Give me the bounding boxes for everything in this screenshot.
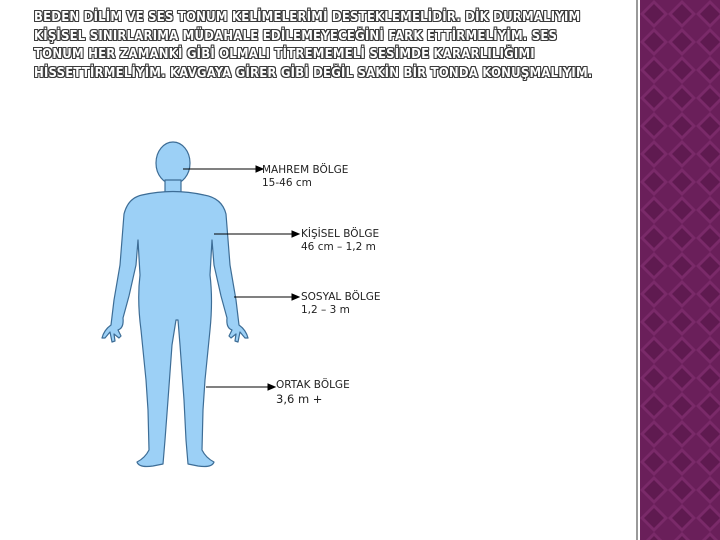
zone-arrowhead-ortak [268,384,275,390]
zone-name: ORTAK BÖLGE [276,379,350,391]
page-heading: BEDEN DİLİM VE SES TONUM KELİMELERİMİ DESTEKLEMELİDİR. DİK DURMALIYIM KİŞİSEL SINIRLARIMA MÜDAHALE EDİLEMEYECEĞİNİ FARK ETTİRMELİYİM. SES TONUM HER ZAMANKİ GİBİ OLMALI TİTREMEMELİ SESİMDE KARARLILIĞIMI HİSSETTİRMELİYİM. KAVGAYA GİRER GİBİ DEĞİL SAKİN BİR TONDA KONUŞMALIYIM. [34,10,593,81]
zone-name: MAHREM BÖLGE [262,164,349,176]
human-body-icon [102,142,248,467]
zone-name: KİŞİSEL BÖLGE [301,228,380,240]
zone-name: SOSYAL BÖLGE [301,291,381,303]
zone-arrowhead-sosyal [292,294,299,300]
zone-range: 46 cm – 1,2 m [301,241,376,253]
zone-label-sosyal [301,291,380,317]
zone-label-ortak [276,379,350,406]
zone-label-mahrem [262,164,348,190]
zone-range: 15-46 cm [262,177,312,189]
decorative-side-panel [640,0,720,540]
zone-range: 3,6 m + [276,392,323,406]
panel-divider [636,0,638,540]
zone-range: 1,2 – 3 m [301,304,350,316]
zone-arrowhead-kisisel [292,231,299,237]
zone-label-kisisel [301,228,379,254]
